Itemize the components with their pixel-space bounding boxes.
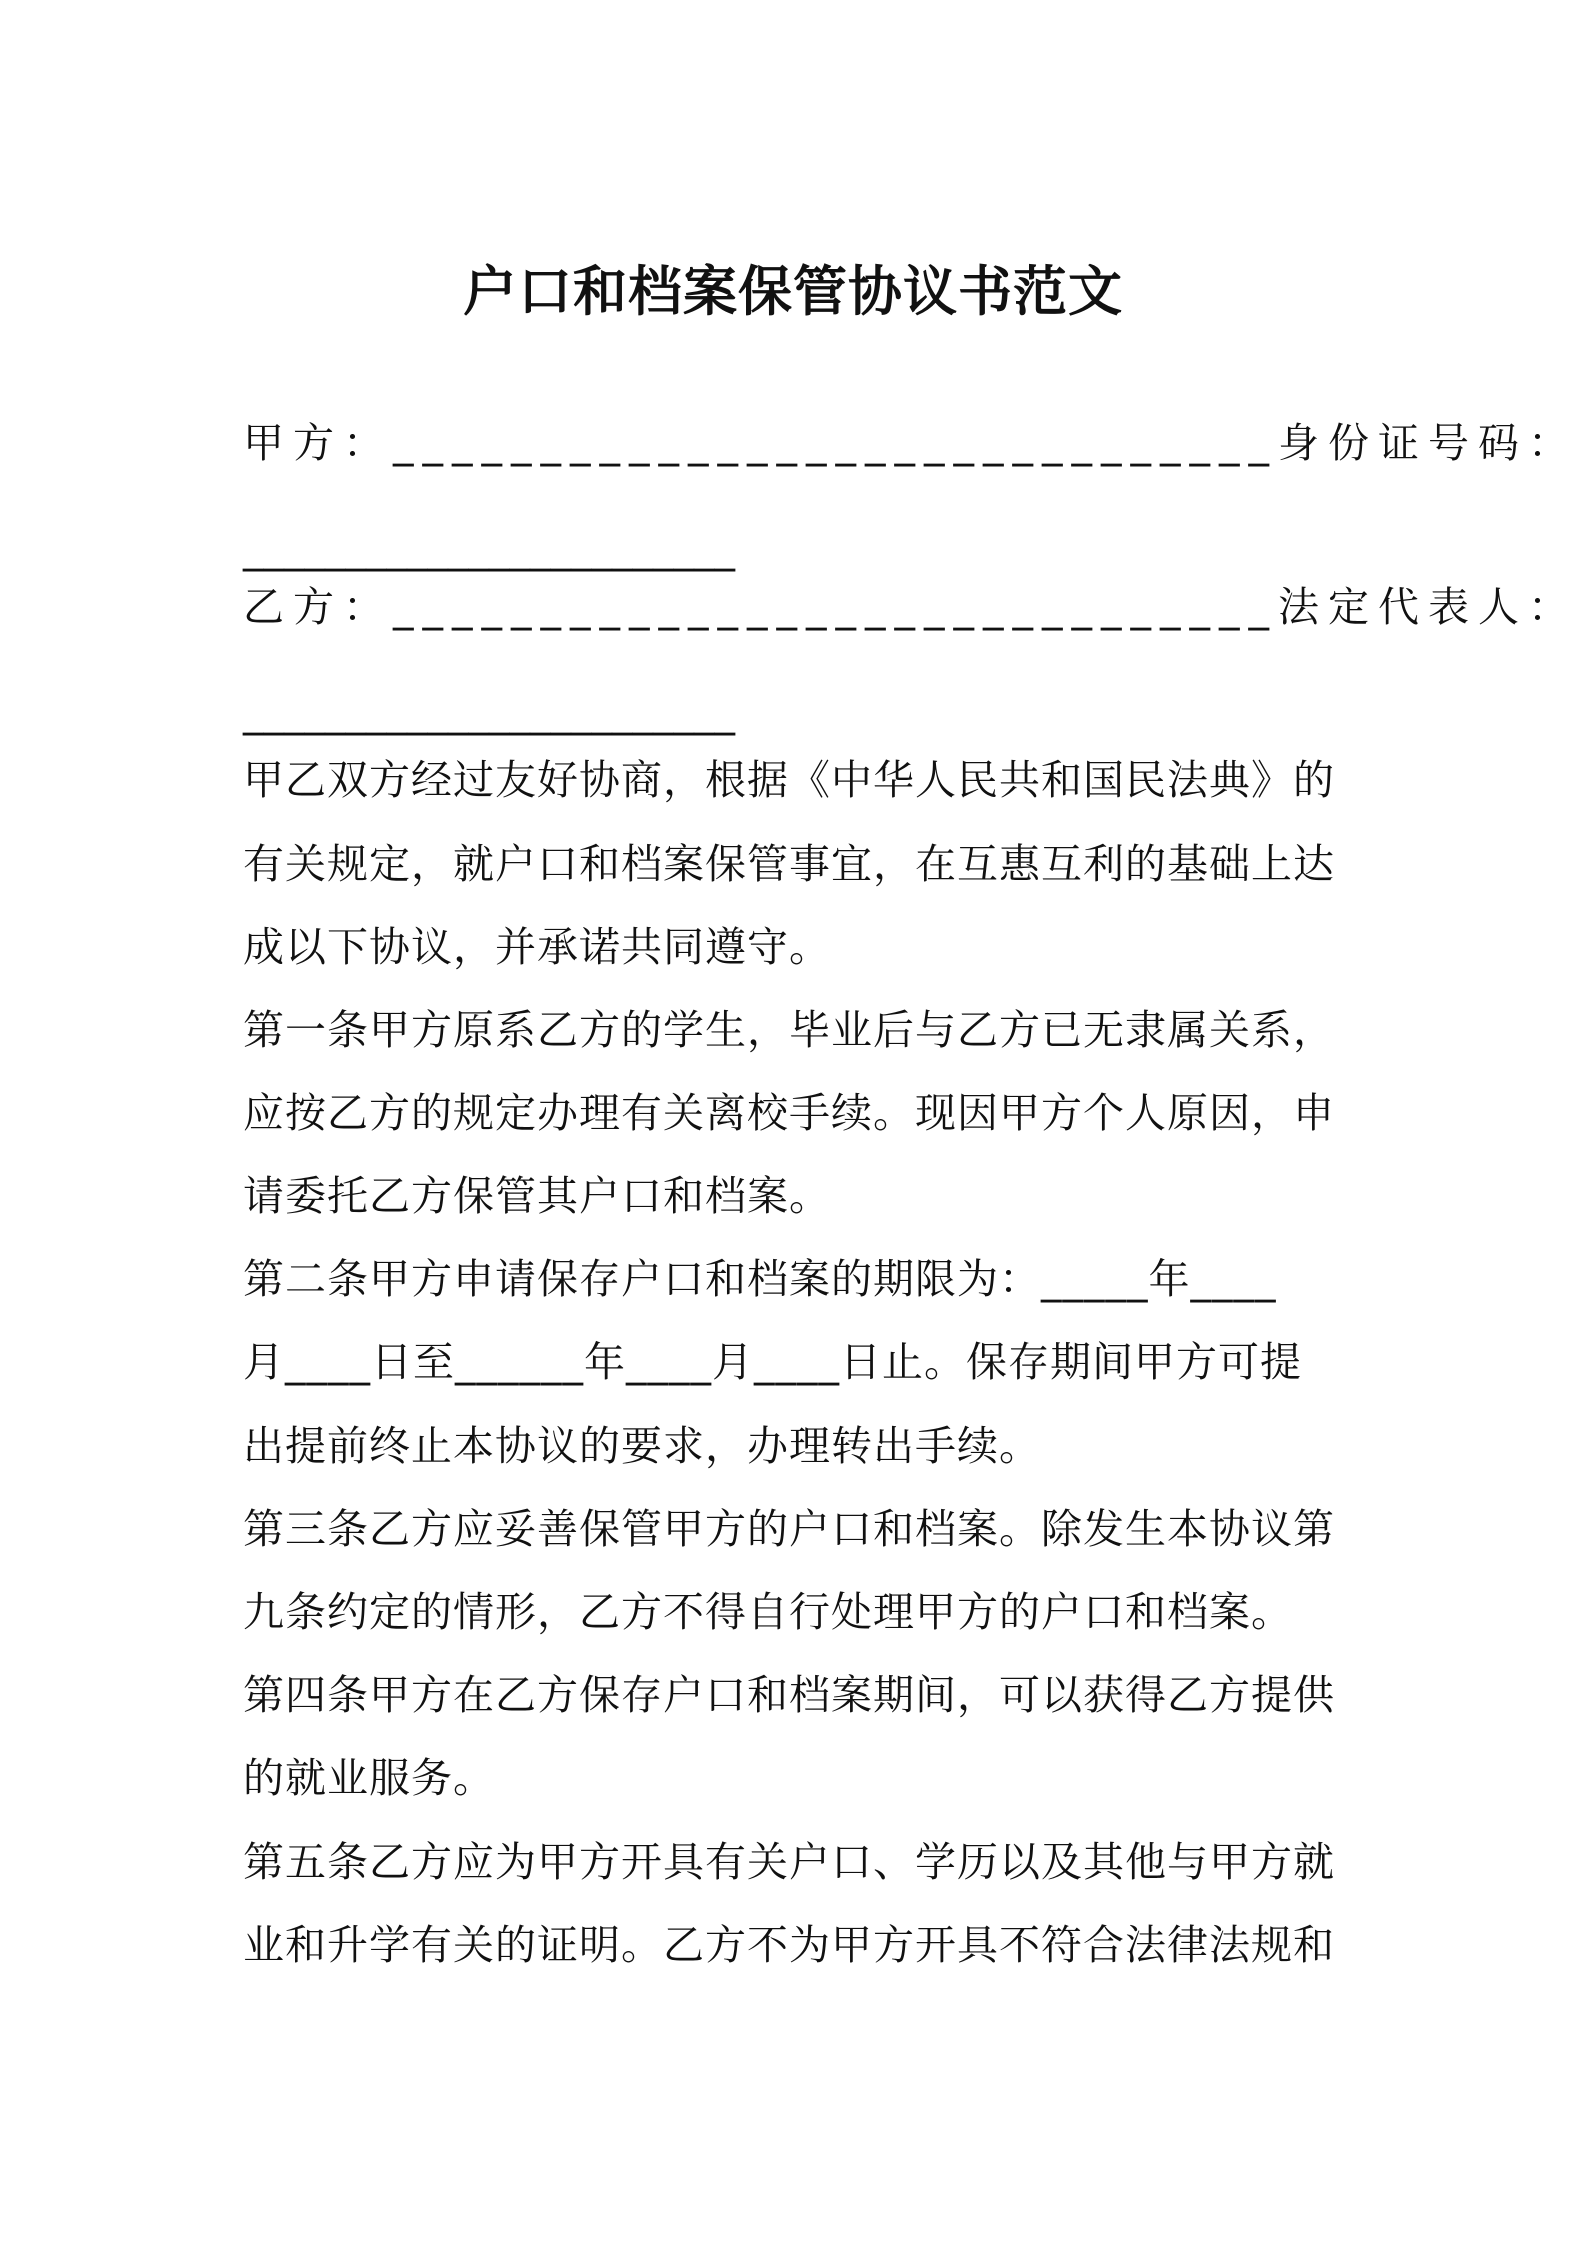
paragraph-line: 的就业服务。: [243, 1754, 495, 1802]
paragraph-line: 应按乙方的规定办理有关离校手续。现因甲方个人原因，申: [243, 1089, 1335, 1137]
document-title: 户口和档案保管协议书范文: [463, 260, 1123, 323]
paragraph-line: 月____日至______年____月____日止。保存期间甲方可提: [243, 1338, 1302, 1386]
paragraph-line: 请委托乙方保管其户口和档案。: [243, 1172, 831, 1220]
party-b-rep-blank: ________________________: [243, 688, 735, 736]
paragraph-line: 出提前终止本协议的要求，办理转出手续。: [243, 1422, 1041, 1470]
party-b-line: 乙方：______________________________法定代表人：: [243, 583, 1578, 631]
paragraph-line: 第五条乙方应为甲方开具有关户口、学历以及其他与甲方就: [243, 1838, 1335, 1886]
paragraph-line: 第二条甲方申请保存户口和档案的期限为：_____年____: [243, 1255, 1277, 1303]
paragraph-line: 业和升学有关的证明。乙方不为甲方开具不符合法律法规和: [243, 1921, 1335, 1969]
paragraph-line: 九条约定的情形，乙方不得自行处理甲方的户口和档案。: [243, 1588, 1293, 1636]
party-a-id-blank: ________________________: [243, 524, 735, 572]
party-a-line: 甲方：______________________________身份证号码：: [243, 419, 1578, 467]
paragraph-line: 第四条甲方在乙方保存户口和档案期间，可以获得乙方提供: [243, 1671, 1335, 1719]
paragraph-line: 第三条乙方应妥善保管甲方的户口和档案。除发生本协议第: [243, 1505, 1335, 1553]
paragraph-line: 甲乙双方经过友好协商，根据《中华人民共和国民法典》的: [243, 756, 1335, 804]
paragraph-line: 有关规定，就户口和档案保管事宜，在互惠互利的基础上达: [243, 840, 1335, 888]
paragraph-line: 第一条甲方原系乙方的学生，毕业后与乙方已无隶属关系，: [243, 1006, 1335, 1054]
paragraph-line: 成以下协议，并承诺共同遵守。: [243, 923, 831, 971]
